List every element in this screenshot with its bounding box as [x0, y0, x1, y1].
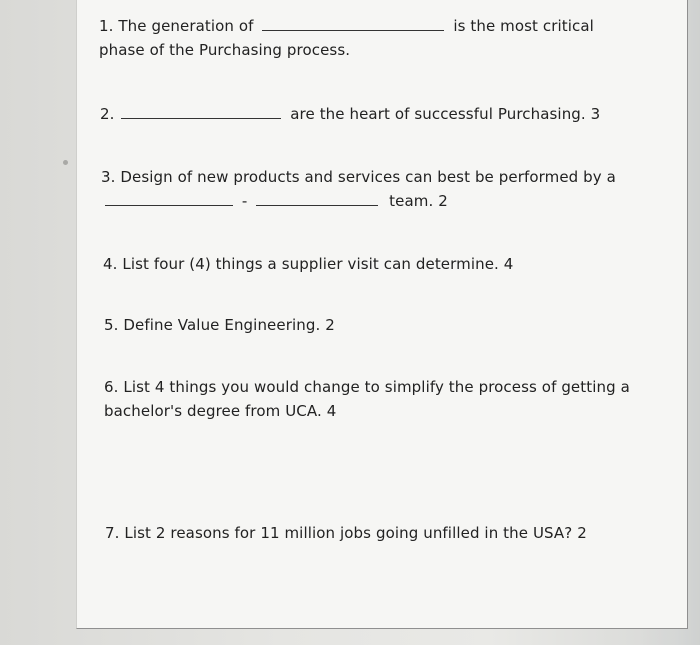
screen-speck [63, 160, 68, 165]
question-3-blank-1[interactable] [105, 191, 233, 206]
question-7: 7. List 2 reasons for 11 million jobs going unfilled in the USA? 2 [105, 524, 587, 542]
question-1-line-2: phase of the Purchasing process. [99, 41, 351, 59]
question-5: 5. Define Value Engineering. 2 [104, 316, 335, 334]
question-2-text: are the heart of successful Purchasing. 3 [290, 105, 601, 123]
question-1-start: 1. The generation of [99, 17, 254, 35]
worksheet-page [76, 0, 688, 629]
question-3-line-2 [105, 190, 448, 212]
question-2 [100, 103, 600, 125]
question-4: 4. List four (4) things a supplier visit can determine. 4 [103, 255, 514, 273]
question-1-line-1 [99, 15, 594, 37]
question-3-end: team. 2 [389, 192, 448, 210]
question-1-blank[interactable] [262, 16, 444, 31]
question-1-end: is the most critical [453, 17, 594, 35]
question-6-line-1: 6. List 4 things you would change to simplify the process of getting a [104, 378, 630, 396]
question-3-line-1: 3. Design of new products and services can best be performed by a [101, 168, 616, 186]
question-2-number: 2. [100, 105, 115, 123]
question-6-line-2: bachelor's degree from UCA. 4 [104, 402, 337, 420]
question-3-dash: - [241, 192, 248, 210]
question-2-blank[interactable] [121, 104, 281, 119]
question-3-blank-2[interactable] [256, 191, 378, 206]
